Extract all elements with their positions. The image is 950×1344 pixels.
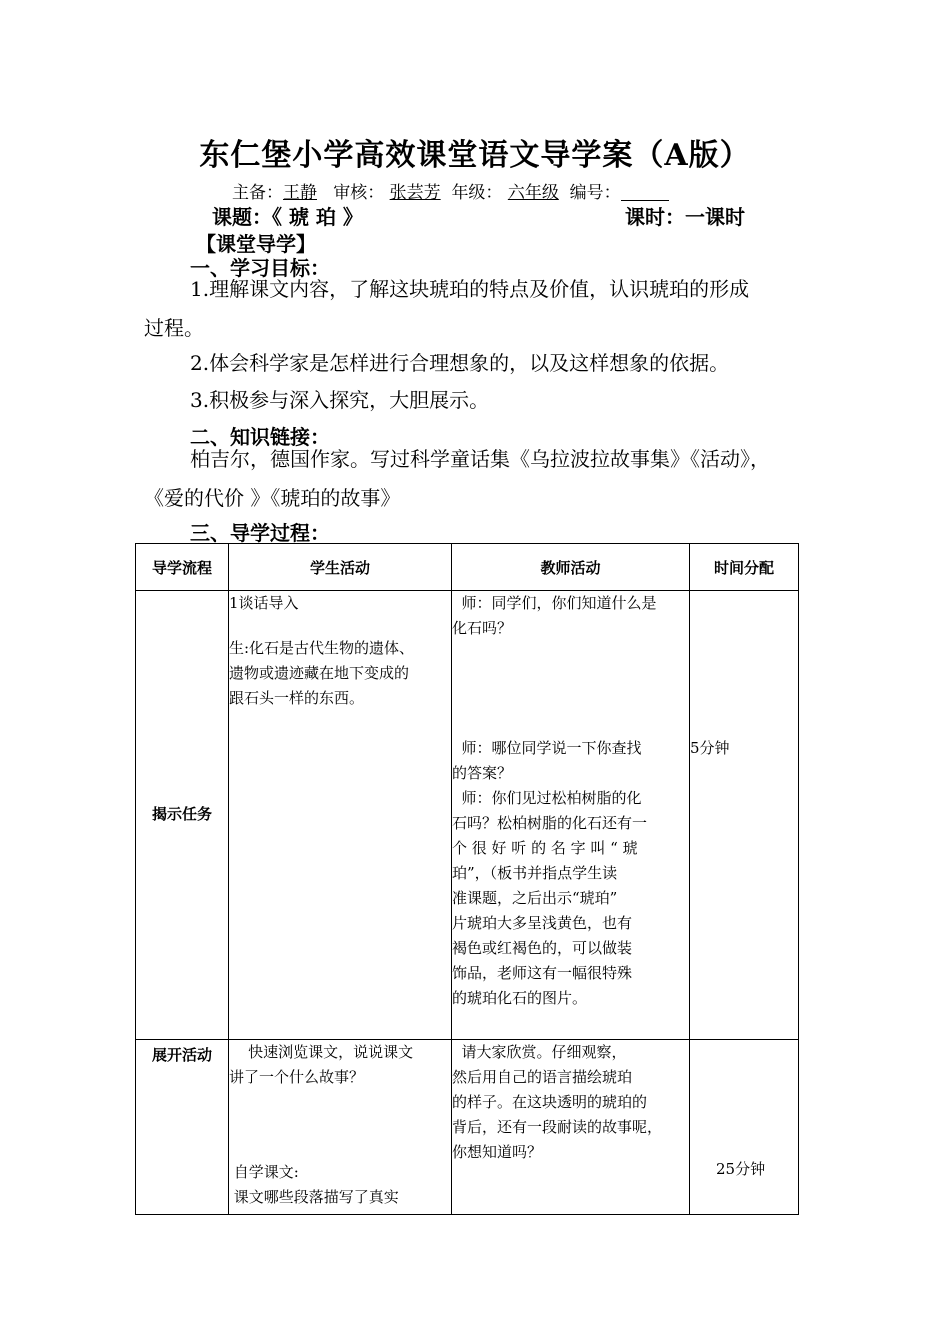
stage-cell (136, 1040, 229, 1215)
goal-2: 2.体会科学家是怎样进行合理想象的，以及这样想象的依据。 (190, 351, 730, 375)
teacher-line: 的琥珀化石的图片。 (452, 989, 588, 1007)
student-line: 1谈话导入 (229, 594, 299, 612)
teacher-gap (452, 641, 689, 736)
student-line: 课文哪些段落描写了真实 (229, 1188, 399, 1206)
author-value: 王静 (283, 183, 317, 203)
teacher-line: 请大家欣赏。仔细观察， (452, 1043, 627, 1061)
teacher-line: 师：你们见过松柏树脂的化 (452, 789, 642, 807)
process-heading: 三、导学过程： (190, 521, 330, 545)
teacher-line: 石吗？松柏树脂的化石还有一 (452, 814, 648, 832)
stage-label: 展开活动 (151, 1046, 212, 1064)
process-table (135, 543, 799, 1215)
student-cell (229, 591, 452, 1040)
goals-heading: 一、学习目标： (190, 256, 330, 280)
student-cell (229, 1040, 452, 1215)
teacher-line: 师：同学们，你们知道什么是 (452, 594, 657, 612)
stage-label: 揭示任务 (151, 805, 212, 823)
student-spacer (229, 616, 451, 636)
header-stage: 导学流程 (136, 544, 229, 591)
header-student: 学生活动 (229, 544, 452, 591)
teacher-line: 个 很 好 听 的 名 字 叫 “ 琥 (452, 839, 638, 857)
teacher-line: 你想知道吗？ (452, 1143, 543, 1161)
teacher-line: 珀”，（板书并指点学生读 (452, 864, 618, 882)
student-line: 遗物或遗迹藏在地下变成的 (229, 664, 410, 682)
table-row (136, 591, 799, 1040)
teacher-line: 饰品，老师这有一幅很特殊 (452, 964, 633, 982)
lesson-topic: 课题：《 琥 珀 》 (212, 205, 363, 229)
knowledge-heading: 二、知识链接： (190, 425, 330, 449)
goal-3: 3.积极参与深入探究，大胆展示。 (190, 388, 490, 412)
goal-1-line1: 1.理解课文内容，了解这块琥珀的特点及价值，认识琥珀的形成 (190, 277, 750, 301)
time-cell (690, 591, 799, 1040)
grade-label: 年级： (451, 183, 503, 203)
student-line: 跟石头一样的东西。 (229, 689, 365, 707)
teacher-line: 的样子。在这块透明的琥珀的 (452, 1093, 648, 1111)
teacher-line: 然后用自己的语言描绘琥珀 (452, 1068, 633, 1086)
header-time: 时间分配 (690, 544, 799, 591)
student-gap (229, 1090, 451, 1160)
teacher-cell (452, 1040, 690, 1215)
number-blank (621, 184, 669, 201)
header-teacher: 教师活动 (452, 544, 690, 591)
teacher-line: 化石吗？ (452, 619, 513, 637)
student-line: 生:化石是古代生物的遗体、 (229, 639, 415, 657)
meta-line (232, 178, 669, 203)
student-line: 快速浏览课文，说说课文 (229, 1043, 414, 1061)
page-title: 东仁堡小学高效课堂语文导学案（A版） (199, 138, 751, 173)
time-value: 5分钟 (690, 739, 730, 757)
table-row (136, 1040, 799, 1215)
teacher-line: 师：哪位同学说一下你查找 (452, 739, 642, 757)
knowledge-line1: 柏吉尔，德国作家。写过科学童话集《乌拉波拉故事集》《活动》， (190, 447, 770, 471)
teacher-line: 褐色或红褐色的，可以做装 (452, 939, 633, 957)
time-cell (690, 1040, 799, 1215)
table-header-row (136, 544, 799, 591)
section-label: 【课堂导学】 (196, 232, 316, 256)
number-label: 编号： (569, 183, 621, 203)
teacher-cell (452, 591, 690, 1040)
teacher-line: 背后，还有一段耐读的故事呢， (452, 1118, 663, 1136)
teacher-line: 准课题，之后出示“琥珀” (452, 889, 618, 907)
student-line: 讲了一个什么故事？ (229, 1068, 365, 1086)
teacher-line: 的答案？ (452, 764, 513, 782)
student-line: 自学课文: (229, 1163, 299, 1181)
stage-cell (136, 591, 229, 1040)
time-value: 25分钟 (716, 1160, 766, 1178)
lesson-period: 课时：一课时 (625, 205, 745, 229)
grade-value: 六年级 (507, 183, 559, 203)
reviewer-label: 审核： (333, 183, 385, 203)
goal-1-line2: 过程。 (144, 316, 204, 340)
author-label: 主备： (232, 183, 283, 203)
reviewer-value: 张芸芳 (389, 183, 441, 203)
knowledge-line2: 《爱的代价 》《琥珀的故事》 (144, 486, 401, 510)
teacher-line: 片琥珀大多呈浅黄色，也有 (452, 914, 633, 932)
